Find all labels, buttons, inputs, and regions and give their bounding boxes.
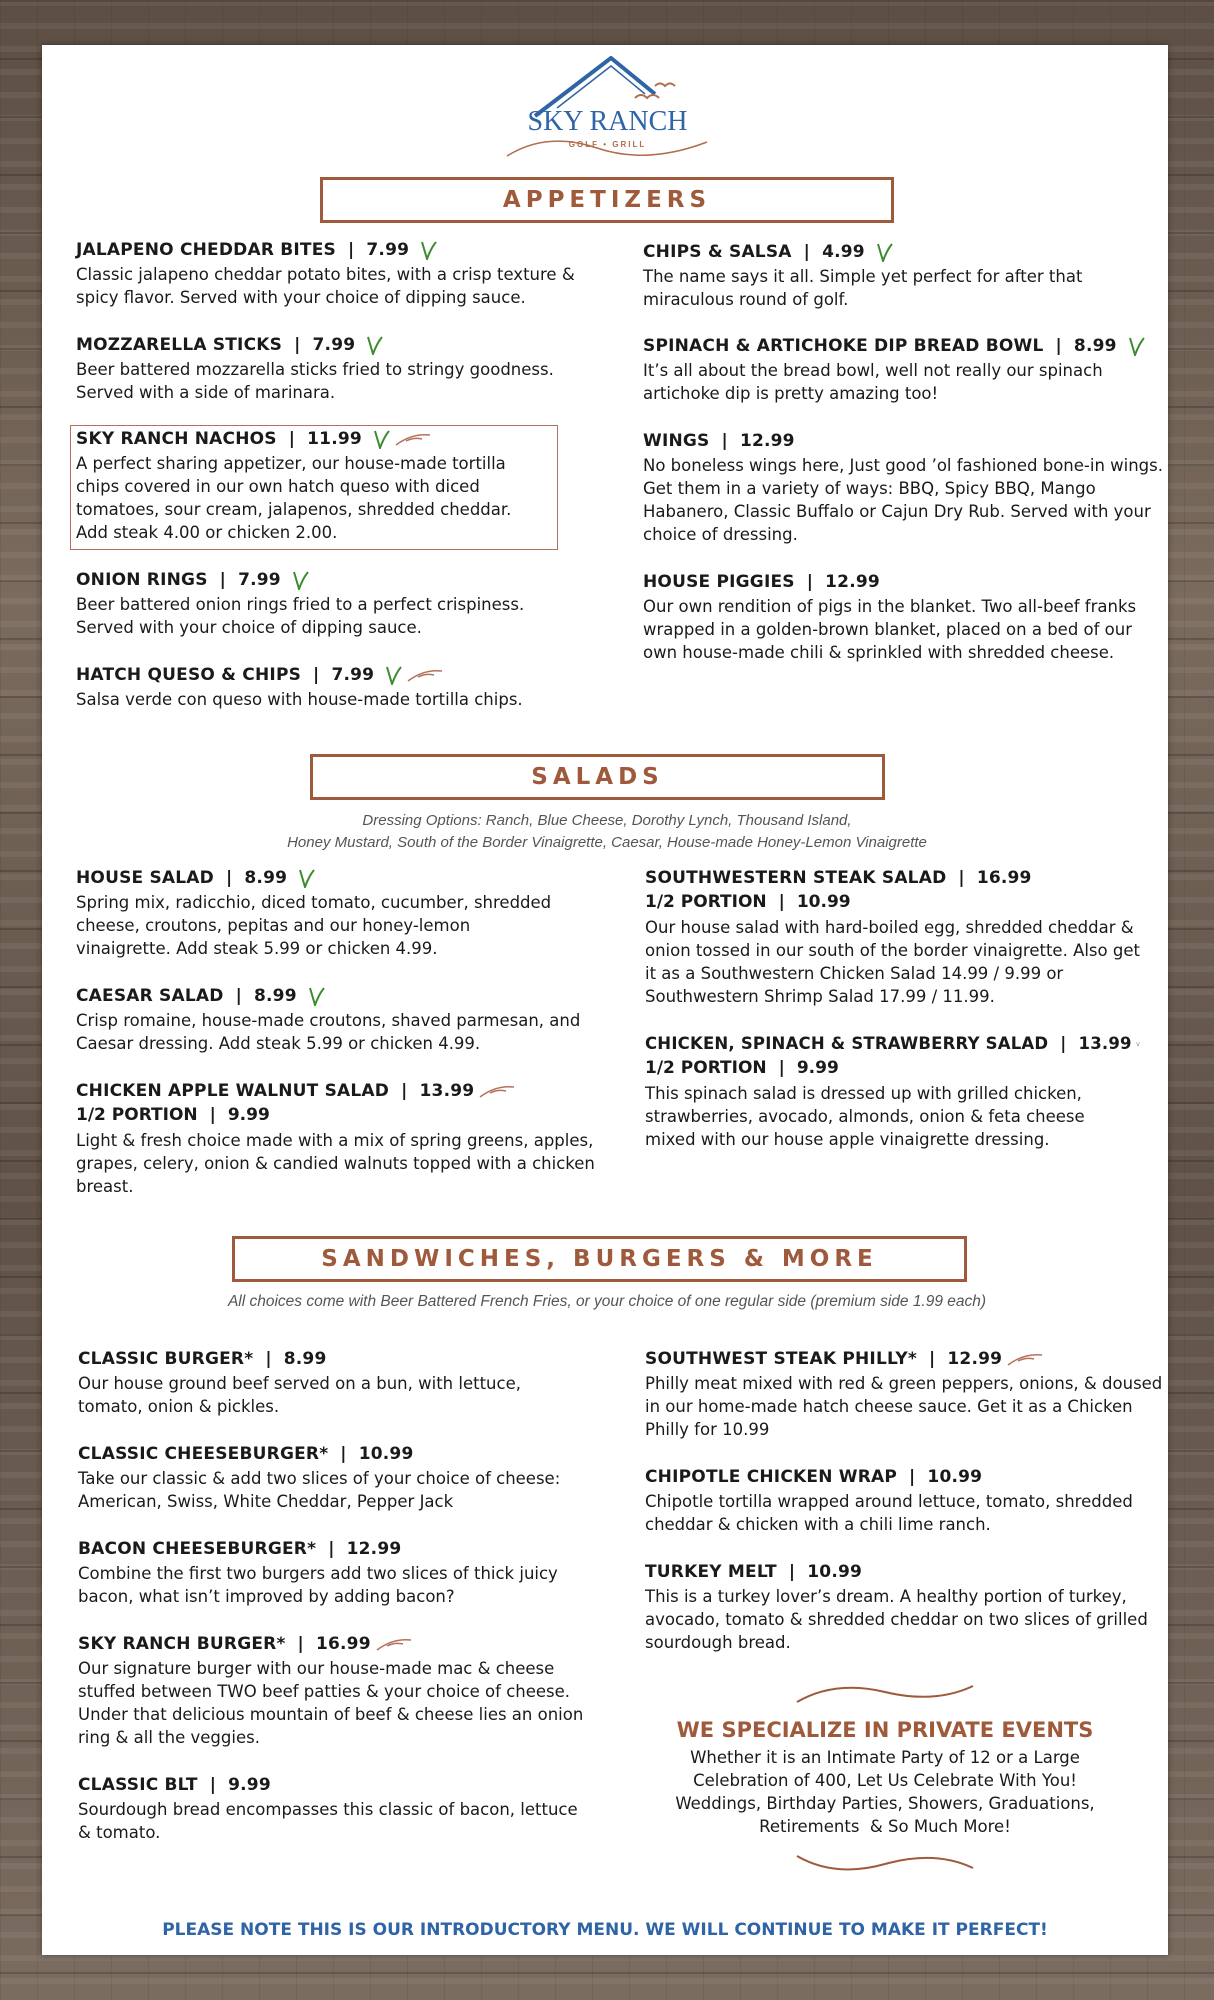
item-name: ONION RINGS bbox=[76, 570, 208, 590]
item-name: SKY RANCH NACHOS bbox=[76, 429, 277, 449]
menu-item: SPINACH & ARTICHOKE DIP BREAD BOWL | 8.99 It’s all about the bread bowl, well not really our spinach artichoke dip is pretty amazing too! bbox=[643, 334, 1163, 405]
item-name: SOUTHWEST STEAK PHILLY* bbox=[645, 1349, 917, 1369]
menu-item: CLASSIC BLT | 9.99 Sourdough bread encompasses this classic of bacon, lettuce & tomato. bbox=[78, 1773, 588, 1844]
item-description: Sourdough bread encompasses this classic of bacon, lettuce & tomato. bbox=[78, 1800, 578, 1842]
leaf-icon bbox=[1127, 336, 1145, 356]
leaf-icon bbox=[365, 335, 383, 355]
menu-item: BACON CHEESEBURGER* | 12.99 Combine the first two burgers add two slices of thick juicy bacon, what isn’t improved by adding bacon? bbox=[78, 1537, 588, 1608]
menu-item: JALAPENO CHEDDAR BITES | 7.99 Classic jalapeno cheddar potato bites, with a crisp texture & spicy flavor. Served with your choice of dipping sauce. bbox=[76, 238, 596, 309]
item-description: Our own rendition of pigs in the blanket. Two all-beef franks wrapped in a golden-brown blanket, placed on a bed of our own house-made chili & sprinkled with shredded cheese. bbox=[643, 597, 1137, 662]
item-description: Spring mix, radicchio, diced tomato, cucumber, shredded cheese, croutons, pepitas and our honey-lemon vinaigrette. Add steak 5.99 or chicken 4.99. bbox=[76, 893, 552, 958]
item-price: 16.99 bbox=[976, 868, 1032, 888]
item-name: MOZZARELLA STICKS bbox=[76, 335, 283, 355]
bird-icon bbox=[375, 1636, 413, 1652]
item-price: 7.99 bbox=[366, 240, 410, 260]
events-line-4: Retirements & So Much More! bbox=[759, 1817, 1011, 1836]
menu-item: CLASSIC BURGER* | 8.99 Our house ground beef served on a bun, with lettuce, tomato, onion & pickles. bbox=[78, 1347, 588, 1418]
item-price: 12.99 bbox=[739, 431, 795, 451]
item-description: Chipotle tortilla wrapped around lettuce, tomato, shredded cheddar & chicken with a chili lime ranch. bbox=[645, 1492, 1133, 1534]
portion-price: 9.99 bbox=[227, 1105, 270, 1125]
half-portion: 1/2 PORTION | 9.99 bbox=[645, 1058, 839, 1078]
item-description: Our signature burger with our house-made mac & cheese stuffed between TWO beef patties & your choice of cheese. Under that delicious mountain of beef & cheese lies an onion ring & all the veggies. bbox=[78, 1659, 584, 1747]
item-name: CHIPS & SALSA bbox=[643, 242, 792, 262]
item-price: 10.99 bbox=[927, 1467, 983, 1487]
menu-item: CLASSIC CHEESEBURGER* | 10.99 Take our classic & add two slices of your choice of cheese: American, Swiss, White Cheddar, Pepper Jack bbox=[78, 1442, 588, 1513]
events-line-1: Whether it is an Intimate Party of 12 or a Large bbox=[690, 1748, 1080, 1767]
item-description: Philly meat mixed with red & green peppers, onions, & doused in our home-made hatch cheese sauce. Get it as a Chicken Philly for 10.99 bbox=[645, 1374, 1163, 1439]
swoosh-divider-icon bbox=[795, 1848, 975, 1874]
events-line-2: Celebration of 400, Let Us Celebrate With You! bbox=[693, 1771, 1077, 1790]
item-description: Take our classic & add two slices of your choice of cheese: American, Swiss, White Cheddar, Pepper Jack bbox=[78, 1469, 561, 1511]
portion-label: 1/2 PORTION bbox=[76, 1105, 198, 1125]
events-body bbox=[650, 1746, 1120, 1838]
item-description: Our house salad with hard-boiled egg, shredded cheddar & onion tossed in our south of the border vinaigrette. Also get it as a Southwestern Chicken Salad 14.99 / 9.99 or Southwestern Shrimp Salad 17.99 / 11.99. bbox=[645, 918, 1140, 1006]
item-price: 8.99 bbox=[1073, 336, 1117, 356]
item-price: 8.99 bbox=[283, 1349, 327, 1369]
item-price: 12.99 bbox=[825, 572, 880, 592]
item-price: 9.99 bbox=[228, 1775, 271, 1795]
item-name: CLASSIC BLT bbox=[78, 1775, 198, 1795]
menu-item: CHICKEN, SPINACH & STRAWBERRY SALAD | 13.99 1/2 PORTION | 9.99 This spinach salad is dressed up with grilled chicken, strawberries, avocado, almonds, onion & feta cheese mixed with our house apple vinaigrette dressing. bbox=[645, 1032, 1140, 1151]
leaf-icon bbox=[875, 242, 893, 262]
appetizers-heading: APPETIZERS bbox=[320, 177, 894, 223]
item-price: 8.99 bbox=[253, 986, 297, 1006]
menu-item: SKY RANCH BURGER* | 16.99 Our signature burger with our house-made mac & cheese stuffed between TWO beef patties & your choice of cheese. Under that delicious mountain of beef & cheese lies an onion ring & all the veggies. bbox=[78, 1632, 588, 1749]
item-price: 7.99 bbox=[312, 335, 356, 355]
item-name: SOUTHWESTERN STEAK SALAD bbox=[645, 868, 947, 888]
leaf-icon bbox=[297, 868, 315, 888]
item-price: 12.99 bbox=[346, 1539, 402, 1559]
portion-label: 1/2 PORTION bbox=[645, 1058, 767, 1078]
bird-icon bbox=[406, 667, 444, 683]
bird-icon bbox=[1006, 1351, 1044, 1367]
private-events-block bbox=[650, 1680, 1120, 1878]
item-description: This is a turkey lover’s dream. A healthy portion of turkey, avocado, tomato & shredded cheddar on two slices of grilled sourdough bread. bbox=[645, 1587, 1148, 1652]
sides-note: All choices come with Beer Battered French Fries, or your choice of one regular side (premium side 1.99 each) bbox=[227, 1293, 987, 1310]
bird-icon bbox=[394, 431, 432, 447]
menu-item: HOUSE SALAD | 8.99 Spring mix, radicchio, diced tomato, cucumber, shredded cheese, croutons, pepitas and our honey-lemon vinaigrette. Add steak 5.99 or chicken 4.99. bbox=[76, 866, 556, 960]
half-portion: 1/2 PORTION | 9.99 bbox=[76, 1105, 270, 1125]
item-price: 10.99 bbox=[807, 1562, 863, 1582]
menu-item: HOUSE PIGGIES | 12.99 Our own rendition of pigs in the blanket. Two all-beef franks wrapped in a golden-brown blanket, placed on a bed of our own house-made chili & sprinkled with shredded cheese. bbox=[643, 570, 1163, 664]
item-name: CLASSIC CHEESEBURGER* bbox=[78, 1444, 329, 1464]
leaf-icon bbox=[291, 570, 309, 590]
leaf-icon bbox=[372, 429, 390, 449]
item-price: 4.99 bbox=[822, 242, 865, 262]
item-description: A perfect sharing appetizer, our house-made tortilla chips covered in our own hatch queso with diced tomatoes, sour cream, jalapenos, shredded cheddar. Add steak 4.00 or chicken 2.00. bbox=[76, 454, 512, 542]
menu-item: CHIPS & SALSA | 4.99 The name says it all. Simple yet perfect for after that miraculous round of golf. bbox=[643, 240, 1163, 311]
item-price: 12.99 bbox=[947, 1349, 1003, 1369]
swoosh-divider-icon bbox=[795, 1680, 975, 1706]
menu-item: HATCH QUESO & CHIPS | 7.99 Salsa verde con queso with house-made tortilla chips. bbox=[76, 663, 596, 711]
item-description: Crisp romaine, house-made croutons, shaved parmesan, and Caesar dressing. Add steak 5.99 or chicken 4.99. bbox=[76, 1011, 581, 1053]
item-name: WINGS bbox=[643, 431, 710, 451]
portion-label: 1/2 PORTION bbox=[645, 892, 767, 912]
half-portion: 1/2 PORTION | 10.99 bbox=[645, 892, 851, 912]
dressing-note-line-2: Honey Mustard, South of the Border Vinaigrette, Caesar, House-made Honey-Lemon Vinaigrette bbox=[287, 834, 927, 851]
item-name: JALAPENO CHEDDAR BITES bbox=[76, 240, 336, 260]
events-line-3: Weddings, Birthday Parties, Showers, Graduations, bbox=[675, 1794, 1095, 1813]
item-name: CAESAR SALAD bbox=[76, 986, 224, 1006]
menu-item: WINGS | 12.99 No boneless wings here, Just good ’ol fashioned bone-in wings. Get them in a variety of ways: BBQ, Spicy BBQ, Mango Habanero, Classic Buffalo or Cajun Dry Rub. Served with your choice of dressing. bbox=[643, 431, 1163, 544]
leaf-icon bbox=[384, 665, 402, 685]
item-name: HOUSE PIGGIES bbox=[643, 572, 795, 592]
menu-item: ONION RINGS | 7.99 Beer battered onion rings fried to a perfect crispiness. Served with your choice of dipping sauce. bbox=[76, 568, 596, 639]
bird-icon bbox=[478, 1083, 516, 1099]
menu-item: CHICKEN APPLE WALNUT SALAD | 13.99 1/2 PORTION | 9.99 Light & fresh choice made with a mix of spring greens, apples, grapes, celery, onion & candied walnuts topped with a chicken breast. bbox=[76, 1081, 595, 1196]
item-description: No boneless wings here, Just good ’ol fashioned bone-in wings. Get them in a variety of ways: BBQ, Spicy BBQ, Mango Habanero, Classic Buffalo or Cajun Dry Rub. Served with your choice of dressing. bbox=[643, 456, 1163, 544]
dressing-options-note bbox=[180, 810, 1034, 854]
leaf-icon bbox=[419, 240, 437, 260]
portion-price: 9.99 bbox=[796, 1058, 839, 1078]
item-description: Salsa verde con queso with house-made tortilla chips. bbox=[76, 690, 523, 709]
item-price: 16.99 bbox=[315, 1634, 371, 1654]
item-name: HATCH QUESO & CHIPS bbox=[76, 665, 302, 685]
item-name: SKY RANCH BURGER* bbox=[78, 1634, 286, 1654]
item-name: BACON CHEESEBURGER* bbox=[78, 1539, 317, 1559]
dressing-note-line-1: Dressing Options: Ranch, Blue Cheese, Dorothy Lynch, Thousand Island, bbox=[362, 812, 852, 829]
item-description: Our house ground beef served on a bun, with lettuce, tomato, onion & pickles. bbox=[78, 1374, 521, 1416]
item-name: CHIPOTLE CHICKEN WRAP bbox=[645, 1467, 897, 1487]
menu-item: CAESAR SALAD | 8.99 Crisp romaine, house-made croutons, shaved parmesan, and Caesar dressing. Add steak 5.99 or chicken 4.99. bbox=[76, 984, 596, 1055]
menu-item: MOZZARELLA STICKS | 7.99 Beer battered mozzarella sticks fried to stringy goodness. Served with a side of marinara. bbox=[76, 333, 596, 404]
item-name: TURKEY MELT bbox=[645, 1562, 777, 1582]
menu-item: CHIPOTLE CHICKEN WRAP | 10.99 Chipotle tortilla wrapped around lettuce, tomato, shredded cheddar & chicken with a chili lime ranch. bbox=[645, 1465, 1165, 1536]
item-description: This spinach salad is dressed up with grilled chicken, strawberries, avocado, almonds, onion & feta cheese mixed with our house apple vinaigrette dressing. bbox=[645, 1084, 1085, 1149]
sandwiches-heading: SANDWICHES, BURGERS & MORE bbox=[232, 1236, 967, 1282]
item-name: CLASSIC BURGER* bbox=[78, 1349, 254, 1369]
item-name: CHICKEN APPLE WALNUT SALAD bbox=[76, 1081, 390, 1101]
item-name: SPINACH & ARTICHOKE DIP BREAD BOWL bbox=[643, 336, 1044, 356]
menu-item: SKY RANCH NACHOS | 11.99 A perfect sharing appetizer, our house-made tortilla chips covered in our own hatch queso with diced tomatoes, sour cream, jalapenos, shredded cheddar. Add steak 4.00 or chicken 2.00. bbox=[76, 427, 546, 544]
leaf-icon bbox=[1136, 1034, 1140, 1054]
menu-item: SOUTHWESTERN STEAK SALAD | 16.99 1/2 PORTION | 10.99 Our house salad with hard-boiled egg, shredded cheddar & onion tossed in our south of the border vinaigrette. Also get it as a Southwestern Chicken Salad 14.99 / 9.99 or Southwestern Shrimp Salad 17.99 / 11.99. bbox=[645, 868, 1140, 1006]
item-description: The name says it all. Simple yet perfect for after that miraculous round of golf. bbox=[643, 267, 1083, 309]
item-price: 10.99 bbox=[358, 1444, 414, 1464]
events-title: WE SPECIALIZE IN PRIVATE EVENTS bbox=[676, 1718, 1094, 1742]
item-price: 13.99 bbox=[1078, 1034, 1132, 1053]
logo-title: SKY RANCH bbox=[527, 106, 688, 137]
item-description: Combine the first two burgers add two slices of thick juicy bacon, what isn’t improved by adding bacon? bbox=[78, 1564, 558, 1606]
leaf-icon bbox=[307, 986, 325, 1006]
item-price: 8.99 bbox=[244, 868, 288, 888]
item-price: 7.99 bbox=[331, 665, 375, 685]
item-price: 7.99 bbox=[238, 570, 281, 590]
item-description: Beer battered mozzarella sticks fried to stringy goodness. Served with a side of marinara. bbox=[76, 360, 554, 402]
item-description: Classic jalapeno cheddar potato bites, with a crisp texture & spicy flavor. Served with your choice of dipping sauce. bbox=[76, 265, 575, 307]
item-description: Beer battered onion rings fried to a perfect crispiness. Served with your choice of dipping sauce. bbox=[76, 595, 525, 637]
sky-ranch-logo bbox=[505, 56, 710, 166]
menu-item: TURKEY MELT | 10.99 This is a turkey lover’s dream. A healthy portion of turkey, avocado, tomato & shredded cheddar on two slices of grilled sourdough bread. bbox=[645, 1560, 1165, 1654]
salads-heading: SALADS bbox=[310, 754, 885, 800]
item-description: It’s all about the bread bowl, well not really our spinach artichoke dip is pretty amazing too! bbox=[643, 361, 1103, 403]
logo-subtitle: GOLF • GRILL bbox=[568, 140, 647, 149]
item-description: Light & fresh choice made with a mix of spring greens, apples, grapes, celery, onion & candied walnuts topped with a chicken breast. bbox=[76, 1131, 595, 1196]
item-price: 11.99 bbox=[307, 429, 362, 449]
footer-notice: PLEASE NOTE THIS IS OUR INTRODUCTORY MENU. WE WILL CONTINUE TO MAKE IT PERFECT! bbox=[162, 1920, 1048, 1940]
item-name: CHICKEN, SPINACH & STRAWBERRY SALAD bbox=[645, 1034, 1049, 1053]
item-name: HOUSE SALAD bbox=[76, 868, 214, 888]
menu-item: SOUTHWEST STEAK PHILLY* | 12.99 Philly meat mixed with red & green peppers, onions, & doused in our home-made hatch cheese sauce. Get it as a Chicken Philly for 10.99 bbox=[645, 1347, 1165, 1441]
portion-price: 10.99 bbox=[796, 892, 851, 912]
item-price: 13.99 bbox=[419, 1081, 475, 1101]
